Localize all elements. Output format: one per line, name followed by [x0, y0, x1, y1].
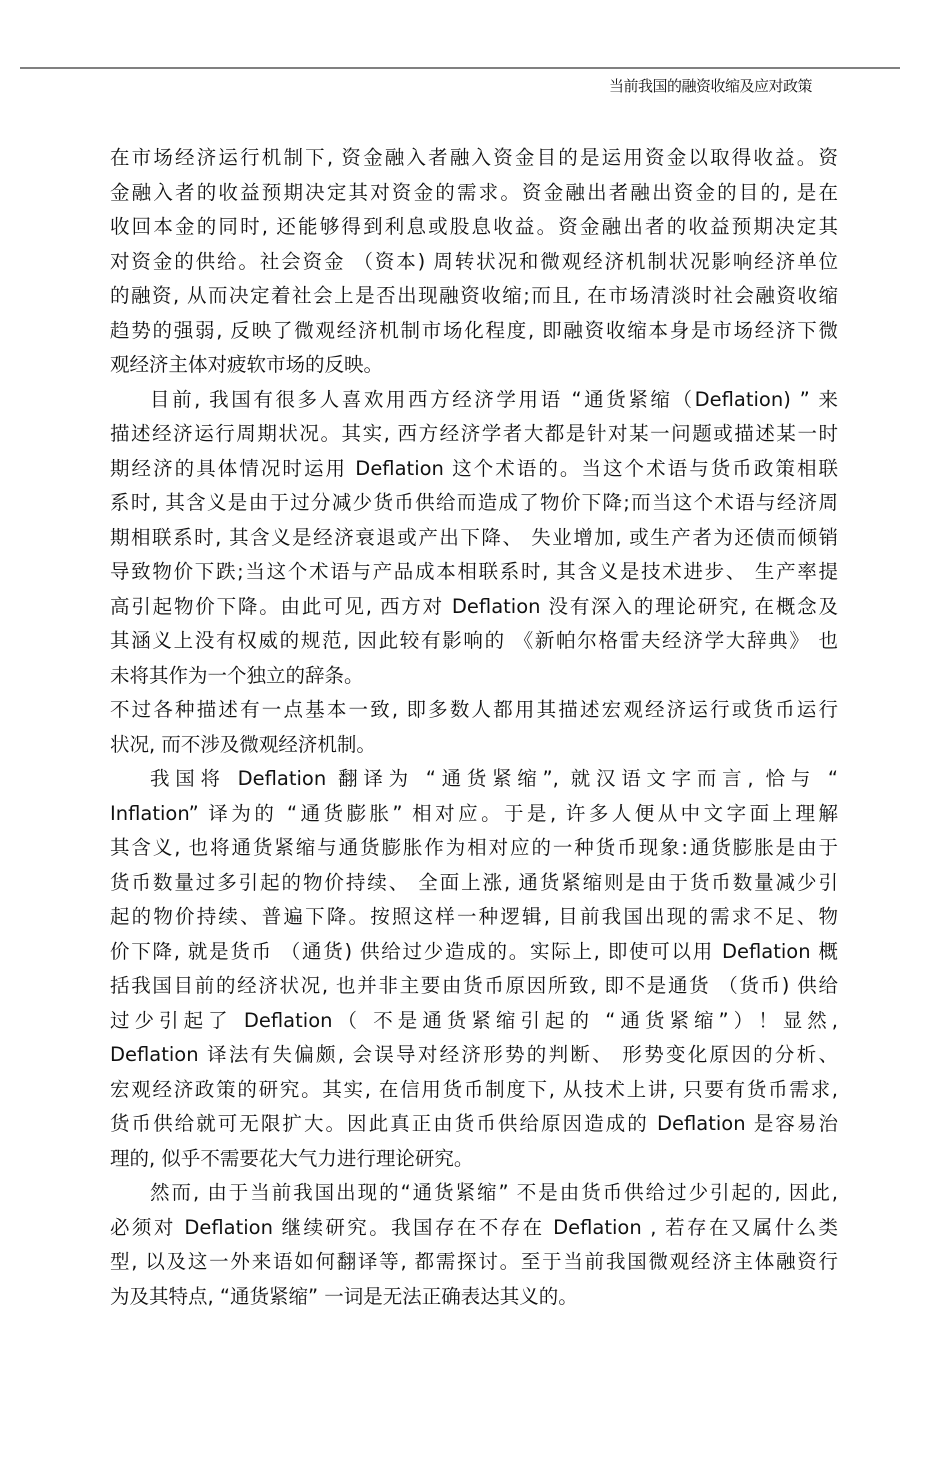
paragraph-line: 未将其作为一个独立的辞条。 [110, 663, 364, 687]
paragraph-line: Deflation 译法有失偏颇, 会误导对经济形势的判断、 形势变化原因的分析、 [110, 1043, 838, 1066]
paragraph [110, 141, 838, 383]
paragraph-line: Inflation” 译为的 “通货膨胀” 相对应。于是, 许多人便从中文字面上理解 [110, 801, 838, 825]
paragraph-line: 其涵义上没有权威的规范, 因此较有影响的 《新帕尔格雷夫经济学大辞典》 也 [110, 629, 838, 652]
running-header-title: 当前我国的融资收缩及应对政策 [608, 77, 812, 95]
header-rule [20, 67, 900, 69]
paragraph-line: 状况, 而不涉及微观经济机制。 [110, 732, 376, 756]
paragraph-line: 在市场经济运行机制下, 资金融入者融入资金目的是运用资金以取得收益。资 [110, 146, 838, 169]
paragraph [110, 1176, 838, 1314]
paragraph-line: 描述经济运行周期状况。其实, 西方经济学者大都是针对某一问题或描述某一时 [110, 422, 838, 445]
paragraph-line: 观经济主体对疲软市场的反映。 [110, 353, 384, 376]
paragraph-line: 期经济的具体情况时运用 Deflation 这个术语的。当这个术语与货币政策相联 [110, 456, 838, 480]
paragraph-line: 目前, 我国有很多人喜欢用西方经济学用语 “通货紧缩（Deflation) ” 来 [150, 387, 838, 411]
paragraph-line: 必须对 Deflation 继续研究。我国存在不存在 Deflation , 若存在又属什么类 [110, 1215, 838, 1239]
paragraph-line: 宏观经济政策的研究。其实, 在信用货币制度下, 从技术上讲, 只要有货币需求, [110, 1077, 838, 1101]
paragraph-line: 的融资, 从而决定着社会上是否出现融资收缩;而且, 在市场清淡时社会融资收缩 [110, 284, 838, 307]
paragraph-line: 然而, 由于当前我国出现的“通货紧缩” 不是由货币供给过少引起的, 因此, [150, 1181, 838, 1204]
paragraph-line: 趋势的强弱, 反映了微观经济机制市场化程度, 即融资收缩本身是市场经济下微 [110, 318, 838, 342]
paragraph [110, 762, 838, 1176]
paragraph-line: 期相联系时, 其含义是经济衰退或产出下降、 失业增加, 或生产者为还债而倾销 [110, 525, 838, 549]
paragraph-line: 不过各种描述有一点基本一致, 即多数人都用其描述宏观经济运行或货币运行 [110, 698, 838, 721]
paragraph-line: 高引起物价下降。由此可见, 西方对 Deflation 没有深入的理论研究, 在概念及 [110, 594, 838, 618]
paragraph-line: 货币供给就可无限扩大。因此真正由货币供给原因造成的 Deflation 是容易治 [110, 1112, 838, 1135]
paragraph-line: 对资金的供给。社会资金 （资本) 周转状况和微观经济机制状况影响经济单位 [110, 249, 838, 273]
paragraph-line: 理的, 似乎不需要花大气力进行理论研究。 [110, 1146, 474, 1170]
paragraph-line: 金融入者的收益预期决定其对资金的需求。资金融出者融出资金的目的, 是在 [110, 180, 838, 204]
paragraph-line: 货币数量过多引起的物价持续、 全面上涨, 通货紧缩则是由于货币数量减少引 [110, 870, 838, 894]
paragraph [110, 693, 838, 762]
paragraph-line: 型, 以及这一外来语如何翻译等, 都需探讨。至于当前我国微观经济主体融资行 [110, 1250, 838, 1273]
paragraph-line: 收回本金的同时, 还能够得到利息或股息收益。资金融出者的收益预期决定其 [110, 215, 838, 238]
paragraph-line: 价下降, 就是货币 （通货) 供给过少造成的。实际上, 即使可以用 Deflation 概 [110, 939, 838, 963]
paragraph-line: 导致物价下跌;当这个术语与产品成本相联系时, 其含义是技术进步、 生产率提 [110, 560, 838, 583]
paragraph-line: 我国将 Deflation 翻译为 “通货紧缩”, 就汉语文字而言, 恰与 “ [150, 767, 838, 790]
paragraph [110, 383, 838, 694]
document-body [110, 141, 838, 1314]
paragraph-line: 过少引起了 Deflation（ 不是通货紧缩引起的 “通货紧缩”）！显然, [110, 1008, 838, 1032]
paragraph-line: 括我国目前的经济状况, 也并非主要由货币原因所致, 即不是通货 （货币) 供给 [110, 974, 838, 997]
paragraph-line: 其含义, 也将通货紧缩与通货膨胀作为相对应的一种货币现象:通货膨胀是由于 [110, 836, 838, 859]
paragraph-line: 为及其特点, “通货紧缩” 一词是无法正确表达其义的。 [110, 1284, 578, 1308]
paragraph-line: 起的物价持续、普遍下降。按照这样一种逻辑, 目前我国出现的需求不足、物 [110, 905, 838, 928]
paragraph-line: 系时, 其含义是由于过分减少货币供给而造成了物价下降;而当这个术语与经济周 [110, 491, 838, 514]
